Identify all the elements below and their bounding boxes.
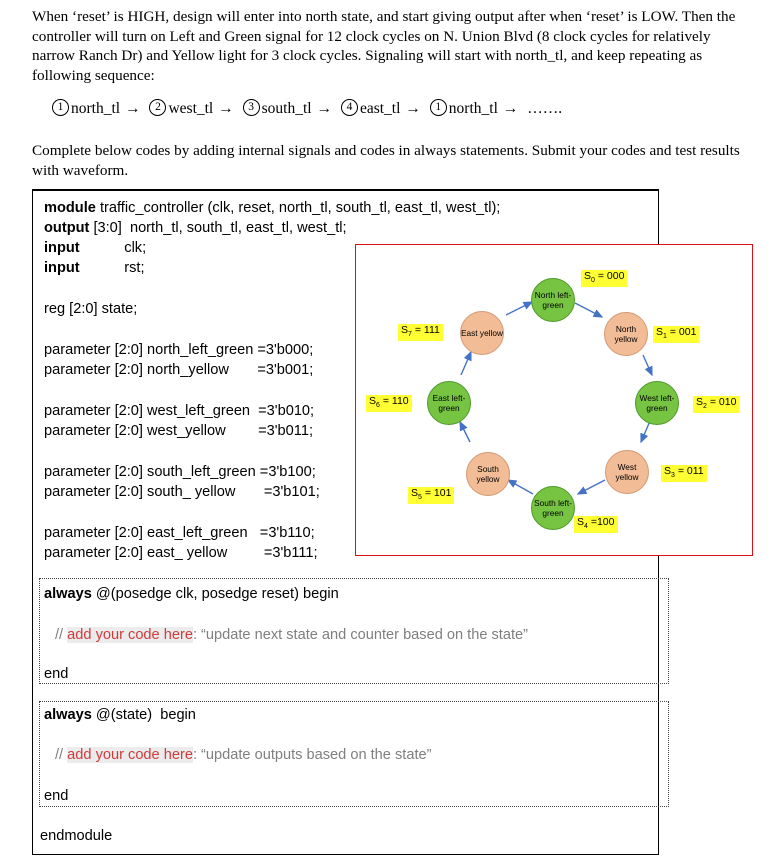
param-line: parameter [2:0] east_ yellow =3'b111; xyxy=(44,545,318,561)
arrow-s1-s2 xyxy=(643,355,652,375)
state-diagram xyxy=(355,244,753,556)
always1-header: always @(posedge clk, posedge reset) begin xyxy=(44,586,339,602)
always1-end: end xyxy=(44,666,69,682)
state-south-yellow: South yellow xyxy=(466,452,510,496)
step-number-2: 2 xyxy=(149,99,166,116)
instruction-paragraph: Complete below codes by adding internal signals and codes in always statements. Submit your codes and test results with waveform. xyxy=(32,142,740,179)
state-north-left-green: North left-green xyxy=(531,278,575,322)
param-line: parameter [2:0] south_ yellow =3'b101; xyxy=(44,484,320,500)
right-arrow-icon: → xyxy=(125,100,141,117)
arrow-s5-s6 xyxy=(460,422,470,442)
add-code-placeholder: add your code here xyxy=(67,747,193,763)
sequence-ellipsis: ……. xyxy=(527,100,563,117)
label-s3: $S_3 = 011$ xyxy=(661,465,707,482)
sequence-line xyxy=(52,98,562,120)
label-s5: $S_5 = 101$ xyxy=(408,487,454,504)
always-block-1 xyxy=(39,578,669,684)
endmodule-line: endmodule xyxy=(40,828,113,844)
always-block-2 xyxy=(39,701,669,807)
step-number-4: 4 xyxy=(341,99,358,116)
param-line: parameter [2:0] north_yellow =3'b001; xyxy=(44,362,314,378)
arrow-s3-s4 xyxy=(578,480,605,494)
right-arrow-icon: → xyxy=(316,100,333,117)
param-line: parameter [2:0] north_left_green =3'b000; xyxy=(44,342,314,358)
state-east-left-green: East left-green xyxy=(427,381,471,425)
param-line: parameter [2:0] east_left_green =3'b110; xyxy=(44,525,315,541)
right-arrow-icon: → xyxy=(218,100,234,117)
label-s1: $S_1 = 001$ xyxy=(653,326,699,343)
step-number-1: 1 xyxy=(52,99,69,116)
input-clk-line: input clk; xyxy=(44,240,147,256)
step-east-tl: east_tl xyxy=(359,100,401,117)
state-west-yellow: West yellow xyxy=(605,450,649,494)
arrow-s0-s1 xyxy=(575,303,602,317)
step-north-tl: north_tl xyxy=(71,100,121,117)
state-west-left-green: West left-green xyxy=(635,381,679,425)
step-west-tl: west_tl xyxy=(168,100,214,117)
label-s0: $S_0 = 000$ xyxy=(581,270,627,287)
param-line: parameter [2:0] south_left_green =3'b100; xyxy=(44,464,316,480)
input-rst-line: input rst; xyxy=(44,260,145,276)
output-line: output [3:0] north_tl, south_tl, east_tl, west_tl; xyxy=(44,220,347,236)
label-s4: $S_4 =100$ xyxy=(574,516,618,533)
module-line: module traffic_controller (clk, reset, north_tl, south_tl, east_tl, west_tl); xyxy=(44,200,501,216)
label-s6: $S_6 = 110$ xyxy=(366,395,412,412)
arrow-s4-s5 xyxy=(508,480,533,494)
intro-paragraph: When ‘reset’ is HIGH, design will enter into north state, and start giving output after when ‘reset’ is LOW. Then the controller will turn on Left and Green signal for 12 clock cycles on N. Union Blvd (8 clock cycles for relatively narrow Ranch Dr) and Yellow light for 3 clock cycles. Signaling will start with north_tl, and keep repeating as following sequence: xyxy=(32,8,736,84)
arrow-s7-s0 xyxy=(506,302,532,315)
state-north-yellow: North yellow xyxy=(604,312,648,356)
step-number-3: 3 xyxy=(243,99,260,116)
step-number-1-repeat: 1 xyxy=(430,99,447,116)
arrow-s2-s3 xyxy=(641,421,650,442)
state-east-yellow: East yellow xyxy=(460,311,504,355)
add-code-placeholder: add your code here xyxy=(67,627,193,643)
param-line: parameter [2:0] west_yellow =3'b011; xyxy=(44,423,313,439)
always2-comment: // add your code here: “update outputs based on the state” xyxy=(55,747,432,763)
arrow-s6-s7 xyxy=(461,352,471,375)
always2-end: end xyxy=(44,788,69,804)
always1-comment: // add your code here: “update next state and counter based on the state” xyxy=(55,627,529,643)
right-arrow-icon: → xyxy=(502,100,519,117)
reg-line: reg [2:0] state; xyxy=(44,301,138,317)
step-south-tl: south_tl xyxy=(261,100,312,117)
label-s7: $S_7 = 111$ xyxy=(398,324,443,341)
param-line: parameter [2:0] west_left_green =3'b010; xyxy=(44,403,315,419)
label-s2: $S_2 = 010$ xyxy=(693,396,739,413)
state-south-left-green: South left-green xyxy=(531,486,575,530)
always2-header: always @(state) begin xyxy=(44,707,196,723)
step-north-tl-repeat: north_tl xyxy=(448,100,498,117)
right-arrow-icon: → xyxy=(405,100,421,117)
